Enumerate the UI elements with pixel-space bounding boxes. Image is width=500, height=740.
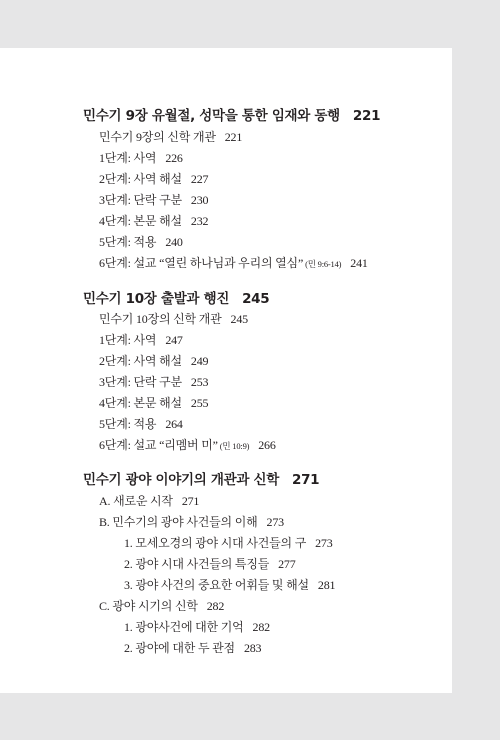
entry-page-number: 232 [190,214,209,228]
entry-page-number: 221 [224,130,243,144]
entry-page-number: 227 [190,172,209,186]
toc-subentry [124,639,261,656]
entry-page-number: 282 [206,599,225,613]
toc-subentry [124,576,335,593]
entry-page-number: 283 [243,641,262,655]
toc-entry [99,128,242,145]
toc-entry [99,492,199,509]
entry-text: 2. 광야 시대 사건들의 특징들 [124,557,270,571]
entry-text: 2단계: 사역 해설 [99,354,182,368]
entry-text: 민수기 9장의 신학 개관 [99,130,216,144]
entry-text: 2. 광야에 대한 두 관점 [124,641,235,655]
entry-page-number: 247 [165,333,183,347]
toc-entry [99,436,276,453]
entry-text: 1. 광야사건에 대한 기억 [124,620,244,634]
entry-text: 5단계: 적용 [99,235,157,249]
toc-entry [99,352,208,369]
heading-page-number: 245 [242,291,270,307]
book-page [0,48,452,693]
entry-text: 1단계: 사역 [99,333,157,347]
toc-entry [99,597,224,614]
entry-text: 4단계: 본문 해설 [99,214,182,228]
entry-page-number: 282 [252,620,270,634]
entry-page-number: 266 [258,438,276,452]
toc-entry [99,212,208,229]
entry-page-number: 241 [350,256,368,270]
entry-page-number: 271 [181,494,200,508]
toc-subentry [124,534,333,551]
entry-text: 민수기 10장의 신학 개관 [99,312,222,326]
toc-entry [99,149,183,166]
entry-page-number: 249 [190,354,209,368]
entry-page-number: 277 [278,557,296,571]
toc-heading [83,104,380,124]
heading-page-number: 271 [291,472,320,488]
toc-entry [99,394,208,411]
toc-subentry [124,555,296,572]
toc-entry [99,191,208,208]
entry-page-number: 264 [165,417,183,431]
toc-entry [99,331,183,348]
entry-text: 2단계: 사역 해설 [99,172,182,186]
entry-text: B. 민수기의 광야 사건들의 이해 [99,515,258,529]
entry-text: 1단계: 사역 [99,151,157,165]
toc-heading [83,468,319,488]
heading-title: 민수기 광야 이야기의 개관과 신학 [83,472,279,488]
entry-text: C. 광야 시기의 신학 [99,599,198,613]
entry-text: 3단계: 단락 구분 [99,193,182,207]
toc-heading [83,287,269,307]
entry-text: 1. 모세오경의 광야 시대 사건들의 구 [124,536,307,550]
scripture-reference: (민 9:6-14) [305,259,342,269]
scripture-reference: (민 10:9) [219,441,250,451]
entry-text: 5단계: 적용 [99,417,157,431]
entry-text: 6단계: 설교 “리멤버 미” [99,438,218,452]
entry-page-number: 281 [317,578,336,592]
entry-text: 3단계: 단락 구분 [99,375,182,389]
toc-subentry [124,618,270,635]
entry-page-number: 230 [190,193,209,207]
heading-title: 민수기 9장 유월절, 성막을 통한 임재와 동행 [83,108,340,124]
toc-entry [99,373,208,390]
entry-page-number: 273 [315,536,333,550]
toc-entry [99,170,208,187]
heading-page-number: 221 [352,108,381,124]
toc-entry [99,415,183,432]
entry-page-number: 253 [190,375,209,389]
toc-entry [99,233,183,250]
entry-page-number: 273 [266,515,284,529]
entry-page-number: 240 [165,235,183,249]
toc-entry [99,254,368,271]
heading-title: 민수기 10장 출발과 행진 [83,291,230,307]
entry-page-number: 255 [190,396,209,410]
entry-page-number: 245 [230,312,248,326]
toc-entry [99,513,284,530]
entry-text: 4단계: 본문 해설 [99,396,182,410]
entry-text: 3. 광야 사건의 중요한 어휘들 및 해설 [124,578,309,592]
toc-entry [99,310,248,327]
entry-page-number: 226 [165,151,183,165]
entry-text: 6단계: 설교 “열린 하나님과 우리의 열심” [99,256,304,270]
entry-text: A. 새로운 시작 [99,494,173,508]
